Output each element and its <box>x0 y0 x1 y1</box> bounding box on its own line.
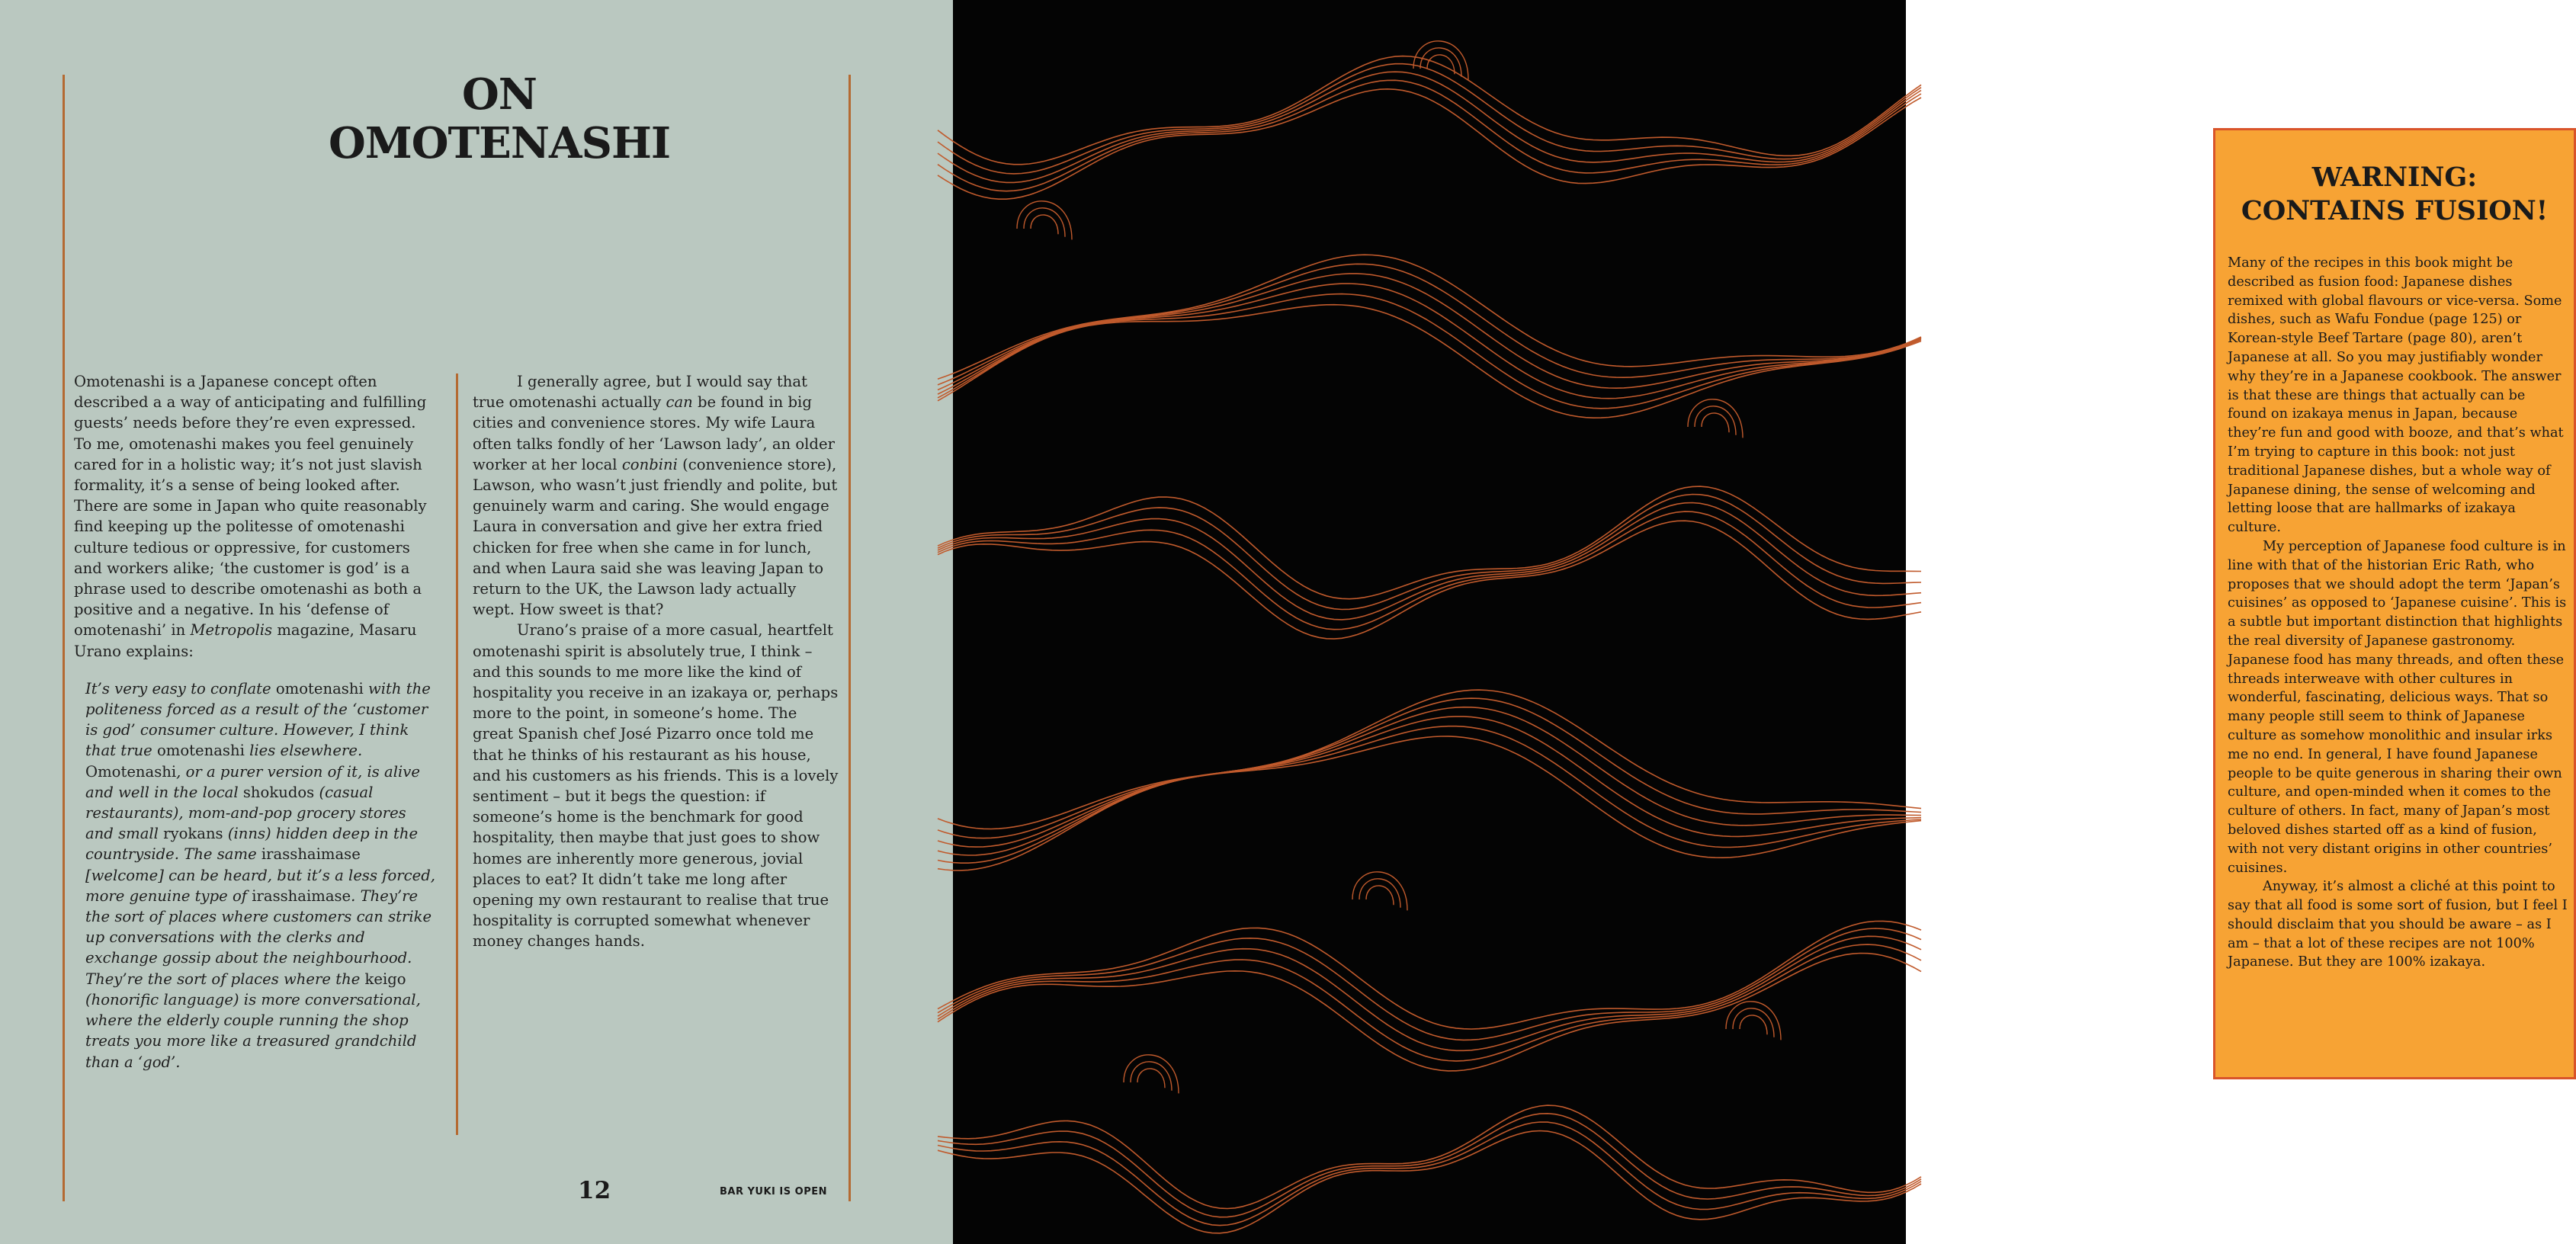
body-column-1 <box>74 371 437 1072</box>
upright-term: shokudos <box>242 783 315 801</box>
upright-term: Omotenashi <box>85 762 177 781</box>
text-run: (convenience store), Lawson, who wasn’t just friendly and polite, but genuinely warm and caring. She would engage Laura in conversation and give her extra fried chicken for free when she came in for lunch, and when Laura said she was leaving Japan to return to the UK, the Lawson lady actually wept. How sweet is that? <box>473 455 838 619</box>
wave-line <box>938 521 1921 639</box>
upright-term: omotenashi <box>156 742 245 760</box>
text-run: with the politeness forced as a result of the ‘customer is god’ consumer culture. However, I think that true <box>85 679 431 760</box>
text-run: be found in big cities and convenience stores. My wife Laura often talks fondly of her ‘Lawson lady’, an older worker at her local <box>473 393 835 473</box>
swirl-line <box>1733 1008 1774 1037</box>
text-run: (casual restaurants), mom-and-pop grocery stores and small <box>85 783 406 843</box>
text-run: I generally agree, but I would say that true omotenashi actually <box>473 373 807 412</box>
italic-text: Metropolis <box>190 621 273 640</box>
lawson-lady-paragraph <box>473 371 839 620</box>
right-page <box>953 0 2568 1244</box>
swirl-line <box>1131 1062 1172 1091</box>
upright-term: irasshaimase <box>252 887 351 905</box>
wave-line <box>938 274 1921 390</box>
upright-term: irasshaimase <box>261 845 361 864</box>
text-run: . They’re the sort of places where customers can strike up conversations with the clerks and exchange gossip about the neighbourhood. They’re the sort of places where the <box>85 887 432 988</box>
sidebar-title-line-2: CONTAINS FUSION! <box>2241 195 2549 226</box>
intro-paragraph <box>74 371 437 662</box>
swirl-line <box>1024 208 1065 237</box>
wave-line <box>938 495 1921 610</box>
swirl-line <box>1031 215 1058 234</box>
sidebar-paragraph-2: My perception of Japanese food culture is in line with that of the historian Eric Rath, who proposes that we should adopt the term ‘Japan’s cuisines’ as opposed to ‘Japanese cuisine’. This is a subtle but important distinction that highlights the real diversity of Japanese gastronomy. Japanese food has many threads, and often these threads interweave with other cultures in wonderful, fascinating, delicious ways. That so many people still seem to think of Japanese culture as somehow monolithic and insular irks me no end. In general, I have found Japanese people to be quite generous in sharing their own culture, and open-minded when it comes to the culture of others. In fact, many of Japan’s most beloved dishes started off as a kind of fusion, with not very distant origins in other countries’ cuisines. <box>2228 538 2567 876</box>
text-run: lies elsewhere. <box>244 742 363 760</box>
text-run: Omotenashi is a Japanese concept often described a a way of anticipating and fulfilling guests’ needs before they’re even expressed. To me, omotenashi makes you feel genuinely cared for in a holistic way; it’s not just slavish formality, it’s a sense of being looked after. There are some in Japan who quite reasonably find keeping up the politesse of omotenashi culture tedious or oppressive, for customers and workers alike; ‘the customer is god’ is a phrase used to describe omotenashi as both a positive and a negative. In his ‘defense of omotenashi’ in <box>74 373 427 640</box>
text-run: (honorific language) is more conversational, where the elderly couple running the shop treats you more like a treasured grandchild than a ‘god’. <box>85 990 421 1071</box>
column-divider-rule <box>456 374 458 1135</box>
swirl-line <box>1740 1015 1767 1034</box>
wave-line <box>938 503 1921 620</box>
wave-line <box>938 690 1921 829</box>
hospitality-paragraph: Urano’s praise of a more casual, heartfelt omotenashi spirit is absolutely true, I think – and this sounds to me more like the kind of hospitality you receive in an izakaya or, perhaps more to the point, in someone’s home. The great Spanish chef José Pizarro once told me that he thinks of his restaurant as his house, and his customers as his friends. This is a lovely sentiment – but it begs the question: if someone’s home is the benchmark for good hospitality, then maybe that just goes to show homes are inherently more generous, jovial places to eat? It didn’t take me long after opening my own restaurant to realise that true hospitality is corrupted somewhat whenever money changes hands. <box>473 621 839 951</box>
swirl-line <box>1137 1069 1165 1088</box>
text-run: magazine, Masaru Urano explains: <box>74 621 417 660</box>
upright-term: omotenashi <box>275 679 364 697</box>
wave-line <box>938 294 1921 409</box>
urano-quote <box>74 678 437 1072</box>
wave-line <box>938 80 1921 191</box>
right-margin-rule <box>849 75 851 1201</box>
swirl-line <box>1702 413 1729 432</box>
body-column-2 <box>473 371 839 952</box>
upright-term: ryokans <box>163 825 223 843</box>
wave-line <box>938 736 1921 870</box>
wave-line <box>938 284 1921 399</box>
wave-line <box>938 56 1921 165</box>
wave-line <box>938 726 1921 863</box>
sidebar-title <box>2215 161 2574 228</box>
wave-line <box>938 89 1921 199</box>
wave-line <box>938 511 1921 630</box>
upright-term: keigo <box>364 970 406 988</box>
text-run: It’s very easy to conflate <box>85 679 276 697</box>
page-title-line-2: OMOTENASHI <box>328 118 671 168</box>
page-number: 12 <box>578 1177 611 1204</box>
sidebar-body <box>2228 254 2568 972</box>
text-run: (inns) hidden deep in the countryside. The same <box>85 825 419 864</box>
wave-line <box>938 255 1921 379</box>
wave-line <box>938 64 1921 174</box>
wave-line <box>938 486 1921 599</box>
warning-sidebar <box>2213 128 2576 1079</box>
wave-line-pattern <box>953 0 1906 1244</box>
text-run: , or a purer version of it, is alive and well in the local <box>85 762 420 801</box>
swirl-line <box>1366 886 1394 905</box>
italic-text: conbini <box>621 455 678 473</box>
running-head: BAR YUKI IS OPEN <box>720 1186 827 1198</box>
italic-text: can <box>666 393 693 412</box>
text-run: [welcome] can be heard, but it’s a less forced, more genuine type of <box>85 866 436 905</box>
left-page <box>0 0 953 1244</box>
sidebar-title-line-1: WARNING: <box>2311 162 2478 193</box>
page-title <box>198 70 800 168</box>
wave-line <box>938 1122 1921 1226</box>
swirl-line <box>1695 406 1736 435</box>
page-title-line-1: ON <box>462 69 537 120</box>
swirl-line <box>1359 879 1400 908</box>
wave-line <box>938 944 1921 1061</box>
sidebar-paragraph-1: Many of the recipes in this book might be described as fusion food: Japanese dishes remixed with global flavours or vice-versa. Some dishes, such as Wafu Fondue (page 125) or Korean-style Beef Tartare (page 80), aren’t Japanese at all. So you may justifiably wonder why they’re in a Japanese cookbook. The answer is that these are things that actually can be found on izakaya menus in Japan, because they’re fun and good with booze, and that’s what I’m trying to capture in this book: not just traditional Japanese dishes, but a whole way of Japanese dining, the sense of welcoming and letting loose that are hallmarks of izakaya culture. <box>2228 255 2564 536</box>
left-margin-rule <box>63 75 65 1201</box>
sidebar-paragraph-3: Anyway, it’s almost a cliché at this point to say that all food is some sort of fusion, but I feel I should disclaim that you should be aware – as I am – that a lot of these recipes are not 100% Japanese. But they are 100% izakaya. <box>2228 879 2568 970</box>
